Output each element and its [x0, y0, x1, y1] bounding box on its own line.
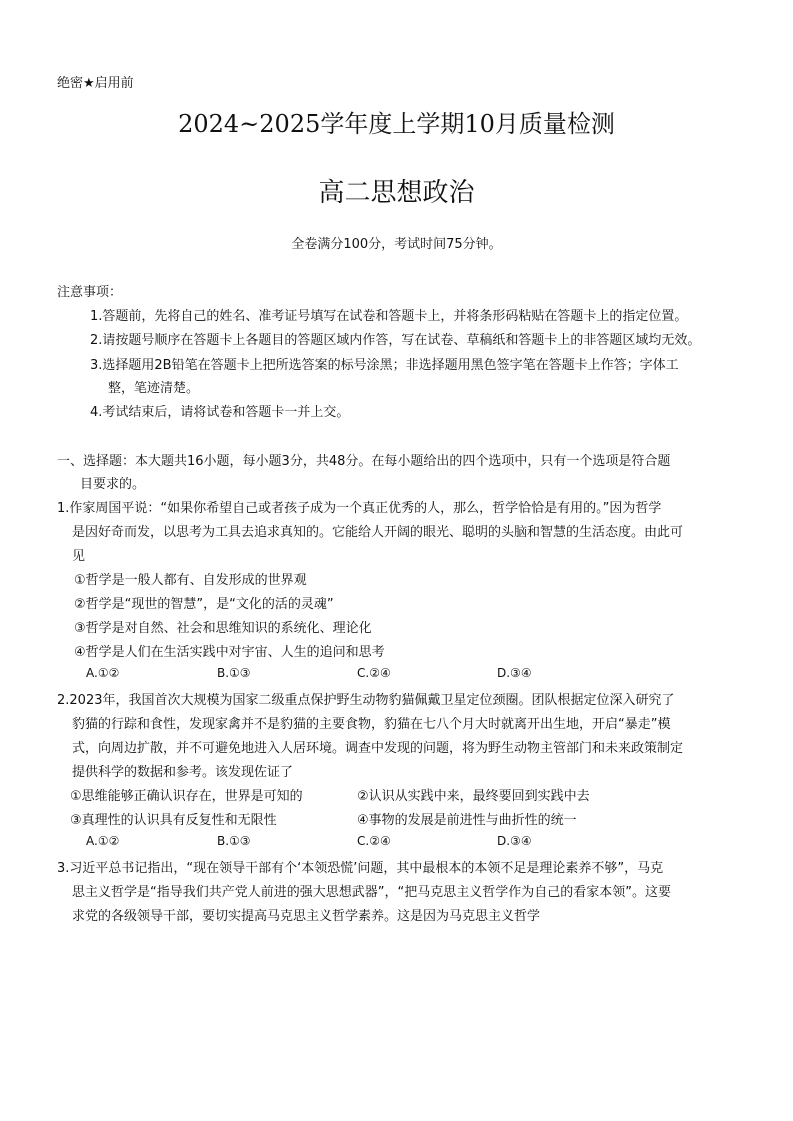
- question-text: 1.作家周国平说：“如果你希望自己或者孩子成为一个真正优秀的人，那么，哲学恰恰是有用的。”因为哲学: [57, 501, 662, 516]
- notes-heading: 注意事项：: [57, 285, 123, 300]
- statement: ③哲学是对自然、社会和思维知识的系统化、理论化: [74, 621, 372, 636]
- question-text: 豹猫的行踪和食性，发现家禽并不是豹猫的主要食物，豹猫在七八个月大时就离开出生地，开启“暴走”模: [72, 717, 671, 732]
- section-instructions: 一、选择题：本大题共16小题，每小题3分，共48分。在每小题给出的四个选项中，只有一个选项是符合题: [57, 454, 671, 469]
- note-item: 4.考试结束后，请将试卷和答题卡一并上交。: [90, 405, 350, 420]
- question-text: 3.习近平总书记指出，“现在领导干部有个‘本领恐慌’问题，其中最根本的本领不足是理论素养不够”，马克: [57, 861, 664, 876]
- exam-title: 2024~2025学年度上学期10月质量检测: [178, 110, 615, 138]
- question-text: 见: [72, 549, 86, 564]
- choice-a: A.①②: [86, 666, 120, 680]
- note-item: 2.请按题号顺序在答题卡上各题目的答题区域内作答，写在试卷、草稿纸和答题卡上的非答题区域均无效。: [90, 333, 701, 348]
- question-text: 是因好奇而发，以思考为工具去追求真知的。它能给人开阔的眼光、聪明的头脑和智慧的生活态度。由此可: [72, 525, 684, 540]
- statement: ①思维能够正确认识存在，世界是可知的: [70, 789, 303, 804]
- choice-c: C.②④: [357, 834, 391, 848]
- choice-d: D.③④: [497, 834, 532, 848]
- confidential-mark: 绝密★启用前: [57, 76, 134, 91]
- subject-title: 高二思想政治: [318, 178, 475, 208]
- choice-b: B.①③: [217, 666, 251, 680]
- statement: ④哲学是人们在生活实践中对宇宙、人生的追问和思考: [74, 645, 385, 660]
- statement: ③真理性的认识具有反复性和无限性: [70, 813, 277, 828]
- question-text: 思主义哲学是“指导我们共产党人前进的强大思想武器”，“把马克思主义哲学作为自己的看家本领”。这要: [72, 885, 671, 900]
- note-item: 3.选择题用2B铅笔在答题卡上把所选答案的标号涂黑；非选择题用黑色签字笔在答题卡上作答；字体工: [90, 358, 679, 373]
- statement: ①哲学是一般人都有、自发形成的世界观: [74, 573, 307, 588]
- statement: ②哲学是“现世的智慧”，是“文化的活的灵魂”: [74, 597, 334, 612]
- section-instructions: 目要求的。: [80, 477, 146, 492]
- question-text: 式，向周边扩散，并不可避免地进入人居环境。调查中发现的问题，将为野生动物主管部门和未来政策制定: [72, 741, 684, 756]
- choice-a: A.①②: [86, 834, 120, 848]
- note-item: 1.答题前，先将自己的姓名、准考证号填写在试卷和答题卡上，并将条形码粘贴在答题卡上的指定位置。: [90, 309, 688, 324]
- note-item: 整，笔迹清楚。: [108, 381, 200, 396]
- statement: ②认识从实践中来，最终要回到实践中去: [357, 789, 590, 804]
- choice-b: B.①③: [217, 834, 251, 848]
- question-text: 求党的各级领导干部，要切实提高马克思主义哲学素养。这是因为马克思主义哲学: [72, 909, 541, 924]
- question-text: 提供科学的数据和参考。该发现佐证了: [72, 765, 294, 780]
- statement: ④事物的发展是前进性与曲折性的统一: [357, 813, 577, 828]
- question-text: 2.2023年，我国首次大规模为国家二级重点保护野生动物豹猫佩戴卫星定位颈圈。团队根据定位深入研究了: [57, 693, 675, 708]
- exam-info: 全卷满分100分，考试时间75分钟。: [291, 237, 502, 252]
- choice-c: C.②④: [357, 666, 391, 680]
- choice-d: D.③④: [497, 666, 532, 680]
